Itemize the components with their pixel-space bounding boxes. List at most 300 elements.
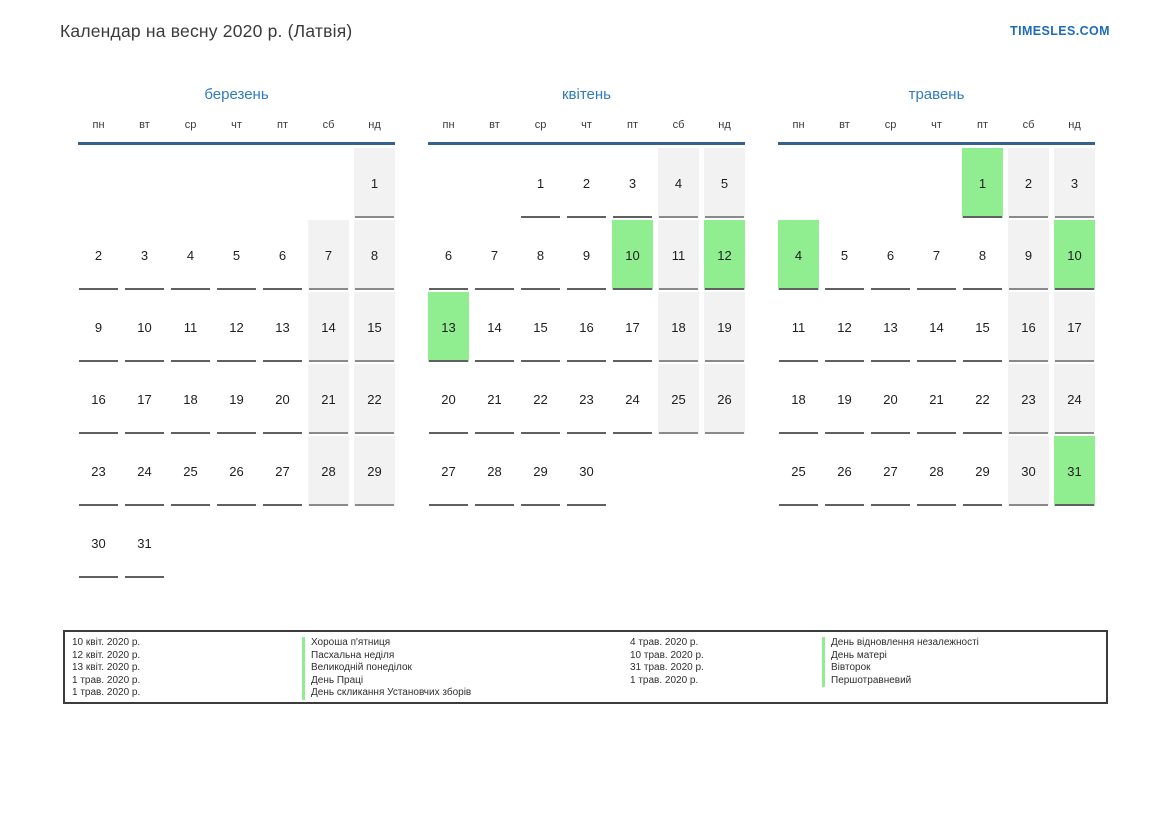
weekday-label: сб [1022,119,1035,131]
weekday-label: нд [1068,119,1081,131]
empty-cell [612,436,653,506]
day-cell [216,364,257,434]
day-cell [566,364,607,434]
cell-underline [125,288,164,290]
day-number: 7 [932,247,941,263]
day-number: 13 [441,319,456,335]
day-cell [308,436,349,506]
cell-underline [1009,288,1048,290]
day-cell [170,436,211,506]
empty-cell [262,508,303,578]
day-number: 26 [837,463,852,479]
day-cell [778,292,819,362]
day-cell [870,220,911,290]
day-cell [78,364,119,434]
day-number: 6 [444,247,453,263]
day-cell [1054,292,1095,362]
legend-holiday-name: Пасхальна неділя [302,650,471,663]
cell-underline [475,432,514,434]
day-cell [124,220,165,290]
day-cell [566,436,607,506]
day-number: 22 [975,391,990,407]
day-cell [704,220,745,290]
day-number: 17 [1067,319,1082,335]
day-number: 6 [886,247,895,263]
day-cell [612,364,653,434]
weekday-label: нд [368,119,381,131]
legend-holiday-name: День матері [822,650,979,663]
cell-underline [263,432,302,434]
cell-underline [613,288,652,290]
cell-underline [779,360,818,362]
day-number: 18 [791,391,806,407]
cell-underline [1055,504,1094,506]
empty-cell [474,148,515,218]
day-number: 8 [370,247,379,263]
month-april [428,84,745,578]
day-number: 27 [883,463,898,479]
day-number: 5 [232,247,241,263]
day-number: 14 [321,319,336,335]
cell-underline [171,288,210,290]
cell-underline [917,504,956,506]
day-number: 22 [367,391,382,407]
cell-underline [659,360,698,362]
day-cell [262,436,303,506]
cell-underline [779,432,818,434]
day-number: 25 [183,463,198,479]
cell-underline [613,216,652,218]
cell-underline [659,288,698,290]
day-number: 13 [883,319,898,335]
month-title: травень [908,86,965,103]
day-number: 8 [978,247,987,263]
day-cell [824,220,865,290]
day-cell [824,292,865,362]
day-number: 11 [183,319,198,335]
cell-underline [125,576,164,578]
day-number: 15 [367,319,382,335]
weekday-header-row [78,118,395,145]
legend-date: 10 трав. 2020 р. [630,649,704,661]
day-cell [704,148,745,218]
day-number: 8 [536,247,545,263]
day-cell [170,220,211,290]
cell-underline [567,288,606,290]
day-number: 27 [441,463,456,479]
cell-underline [1055,288,1094,290]
day-number: 15 [533,319,548,335]
legend-date: 12 квіт. 2020 р. [72,649,141,661]
day-cell [124,436,165,506]
cell-underline [1009,216,1048,218]
cell-underline [963,288,1002,290]
cell-underline [263,288,302,290]
day-cell [1008,292,1049,362]
day-number: 20 [441,391,456,407]
cell-underline [429,360,468,362]
day-number: 23 [91,463,106,479]
cell-underline [705,288,744,290]
day-cell [520,436,561,506]
day-number: 12 [837,319,852,335]
day-number: 28 [487,463,502,479]
cell-underline [963,432,1002,434]
legend-date: 10 квіт. 2020 р. [72,637,141,648]
day-number: 12 [229,319,244,335]
empty-cell [824,148,865,218]
cell-underline [309,432,348,434]
day-cell [778,364,819,434]
day-cell [1008,148,1049,218]
cell-underline [825,504,864,506]
cell-underline [309,504,348,506]
cell-underline [79,360,118,362]
cell-underline [1009,504,1048,506]
cell-underline [825,360,864,362]
day-number: 21 [321,391,336,407]
cell-underline [871,288,910,290]
day-number: 7 [324,247,333,263]
day-cell [78,436,119,506]
empty-cell [870,148,911,218]
day-cell [658,148,699,218]
day-cell [170,292,211,362]
cell-underline [217,288,256,290]
day-cell [612,292,653,362]
day-cell [78,220,119,290]
day-number: 30 [1021,463,1036,479]
day-number: 24 [625,391,640,407]
cell-underline [917,432,956,434]
cell-underline [613,432,652,434]
day-number: 16 [579,319,594,335]
day-number: 29 [975,463,990,479]
day-number: 12 [717,247,732,263]
day-cell [824,436,865,506]
empty-cell [170,508,211,578]
cell-underline [779,288,818,290]
cell-underline [705,432,744,434]
day-cell [566,292,607,362]
cell-underline [217,504,256,506]
weekday-label: вт [139,119,150,131]
day-number: 9 [94,319,103,335]
day-cell [78,508,119,578]
day-cell [658,364,699,434]
day-cell [474,220,515,290]
empty-cell [428,148,469,218]
weekday-label: вт [839,119,850,131]
day-number: 27 [275,463,290,479]
cell-underline [475,360,514,362]
cell-underline [567,216,606,218]
cell-underline [217,360,256,362]
day-number: 1 [536,175,545,191]
day-cell [520,148,561,218]
cell-underline [171,360,210,362]
day-number: 21 [487,391,502,407]
day-number: 7 [490,247,499,263]
cell-underline [871,504,910,506]
day-cell [658,220,699,290]
cell-underline [613,360,652,362]
empty-cell [916,148,957,218]
weekday-label: ср [884,119,897,131]
day-cell [520,220,561,290]
day-number: 4 [674,175,683,191]
day-grid [778,145,1095,506]
legend-holiday-name: День Праці [302,675,471,688]
cell-underline [1009,360,1048,362]
cell-underline [217,432,256,434]
cell-underline [521,288,560,290]
day-cell [124,508,165,578]
day-cell [916,364,957,434]
day-number: 19 [837,391,852,407]
day-number: 11 [671,247,686,263]
legend-holiday-name: Першотравневий [822,675,979,688]
day-cell [354,220,395,290]
cell-underline [963,360,1002,362]
day-cell [354,364,395,434]
empty-cell [124,148,165,218]
cell-underline [171,504,210,506]
cell-underline [125,504,164,506]
legend-holiday-name: Вівторок [822,662,979,675]
empty-cell [354,508,395,578]
day-cell [428,220,469,290]
legend-date: 1 трав. 2020 р. [72,687,141,699]
day-number: 2 [94,247,103,263]
day-grid [428,145,745,506]
empty-cell [308,148,349,218]
weekday-label: чт [231,119,242,131]
day-cell [216,436,257,506]
cell-underline [521,432,560,434]
day-cell [354,148,395,218]
weekday-label: чт [931,119,942,131]
cell-underline [779,504,818,506]
day-cell [824,364,865,434]
day-number: 1 [370,175,379,191]
day-cell [658,292,699,362]
cell-underline [963,216,1002,218]
day-cell [962,148,1003,218]
day-cell [916,220,957,290]
day-cell [308,292,349,362]
cell-underline [567,360,606,362]
empty-cell [170,148,211,218]
legend-column-right [630,637,979,687]
weekday-label: нд [718,119,731,131]
day-cell [1008,220,1049,290]
legend-date: 1 трав. 2020 р. [630,674,699,686]
day-cell [962,364,1003,434]
day-cell [962,292,1003,362]
weekday-label: пн [92,119,105,131]
legend-holiday-name: Хороша п'ятниця [302,637,471,650]
cell-underline [1009,432,1048,434]
empty-cell [704,436,745,506]
day-cell [354,292,395,362]
cell-underline [521,216,560,218]
empty-cell [78,148,119,218]
day-cell [870,292,911,362]
legend-date: 4 трав. 2020 р. [630,637,699,648]
weekday-label: пт [977,119,988,131]
day-cell [170,364,211,434]
day-number: 19 [229,391,244,407]
cell-underline [705,360,744,362]
day-cell [1008,364,1049,434]
weekday-label: сб [672,119,685,131]
day-number: 24 [137,463,152,479]
day-cell [704,364,745,434]
day-cell [778,436,819,506]
cell-underline [825,288,864,290]
day-cell [308,220,349,290]
day-cell [78,292,119,362]
day-cell [612,148,653,218]
cell-underline [567,432,606,434]
day-cell [354,436,395,506]
cell-underline [79,576,118,578]
cell-underline [355,360,394,362]
day-cell [262,364,303,434]
day-number: 17 [625,319,640,335]
day-number: 23 [1021,391,1036,407]
day-cell [870,364,911,434]
legend-holiday-name: День відновлення незалежності [822,637,979,650]
empty-cell [216,508,257,578]
day-cell [428,364,469,434]
day-number: 1 [978,175,987,191]
day-number: 10 [137,319,152,335]
weekday-label: сб [322,119,335,131]
cell-underline [705,216,744,218]
weekday-header-row [778,118,1095,145]
day-number: 25 [791,463,806,479]
legend-holiday-name: Великодній понеділок [302,662,471,675]
day-number: 30 [579,463,594,479]
day-number: 3 [1070,175,1079,191]
day-number: 16 [1021,319,1036,335]
cell-underline [355,432,394,434]
weekday-header-row [428,118,745,145]
cell-underline [475,504,514,506]
day-cell [262,220,303,290]
month-may [778,84,1095,578]
cell-underline [171,432,210,434]
cell-underline [355,216,394,218]
cell-underline [125,432,164,434]
day-number: 26 [229,463,244,479]
weekday-label: пт [277,119,288,131]
holidays-legend [63,630,1108,704]
day-number: 25 [671,391,686,407]
cell-underline [355,504,394,506]
day-number: 20 [275,391,290,407]
cell-underline [871,432,910,434]
month-title: березень [204,86,269,103]
day-cell [474,436,515,506]
day-cell [262,292,303,362]
legend-date: 1 трав. 2020 р. [72,674,141,686]
cell-underline [917,360,956,362]
day-cell [870,436,911,506]
cell-underline [1055,360,1094,362]
weekday-label: пн [792,119,805,131]
cell-underline [355,288,394,290]
empty-cell [778,148,819,218]
calendar-months [78,84,1095,578]
cell-underline [475,288,514,290]
day-number: 26 [717,391,732,407]
day-number: 29 [533,463,548,479]
weekday-label: ср [534,119,547,131]
day-number: 4 [794,247,803,263]
day-cell [1054,220,1095,290]
day-cell [216,292,257,362]
day-number: 17 [137,391,152,407]
day-cell [428,436,469,506]
site-link[interactable]: TIMESLES.COM [1010,24,1110,38]
day-cell [1054,148,1095,218]
day-number: 10 [1067,247,1082,263]
page-title: Календар на весну 2020 р. (Латвія) [60,21,353,41]
day-number: 28 [321,463,336,479]
day-cell [124,364,165,434]
empty-cell [658,436,699,506]
day-number: 28 [929,463,944,479]
day-number: 15 [975,319,990,335]
weekday-label: чт [581,119,592,131]
day-number: 30 [91,535,106,551]
cell-underline [1055,432,1094,434]
day-number: 9 [1024,247,1033,263]
cell-underline [521,360,560,362]
cell-underline [963,504,1002,506]
day-number: 31 [137,535,152,551]
day-number: 20 [883,391,898,407]
cell-underline [79,432,118,434]
day-number: 6 [278,247,287,263]
day-number: 22 [533,391,548,407]
day-number: 5 [840,247,849,263]
day-number: 23 [579,391,594,407]
cell-underline [429,288,468,290]
day-number: 2 [582,175,591,191]
day-number: 19 [717,319,732,335]
day-number: 3 [628,175,637,191]
day-number: 3 [140,247,149,263]
day-number: 21 [929,391,944,407]
day-cell [474,364,515,434]
cell-underline [567,504,606,506]
day-number: 10 [625,247,640,263]
day-number: 24 [1067,391,1082,407]
weekday-label: ср [184,119,197,131]
day-number: 14 [929,319,944,335]
empty-cell [308,508,349,578]
day-cell [216,220,257,290]
weekday-label: пт [627,119,638,131]
day-cell [428,292,469,362]
cell-underline [871,360,910,362]
day-number: 29 [367,463,382,479]
day-number: 11 [791,319,806,335]
